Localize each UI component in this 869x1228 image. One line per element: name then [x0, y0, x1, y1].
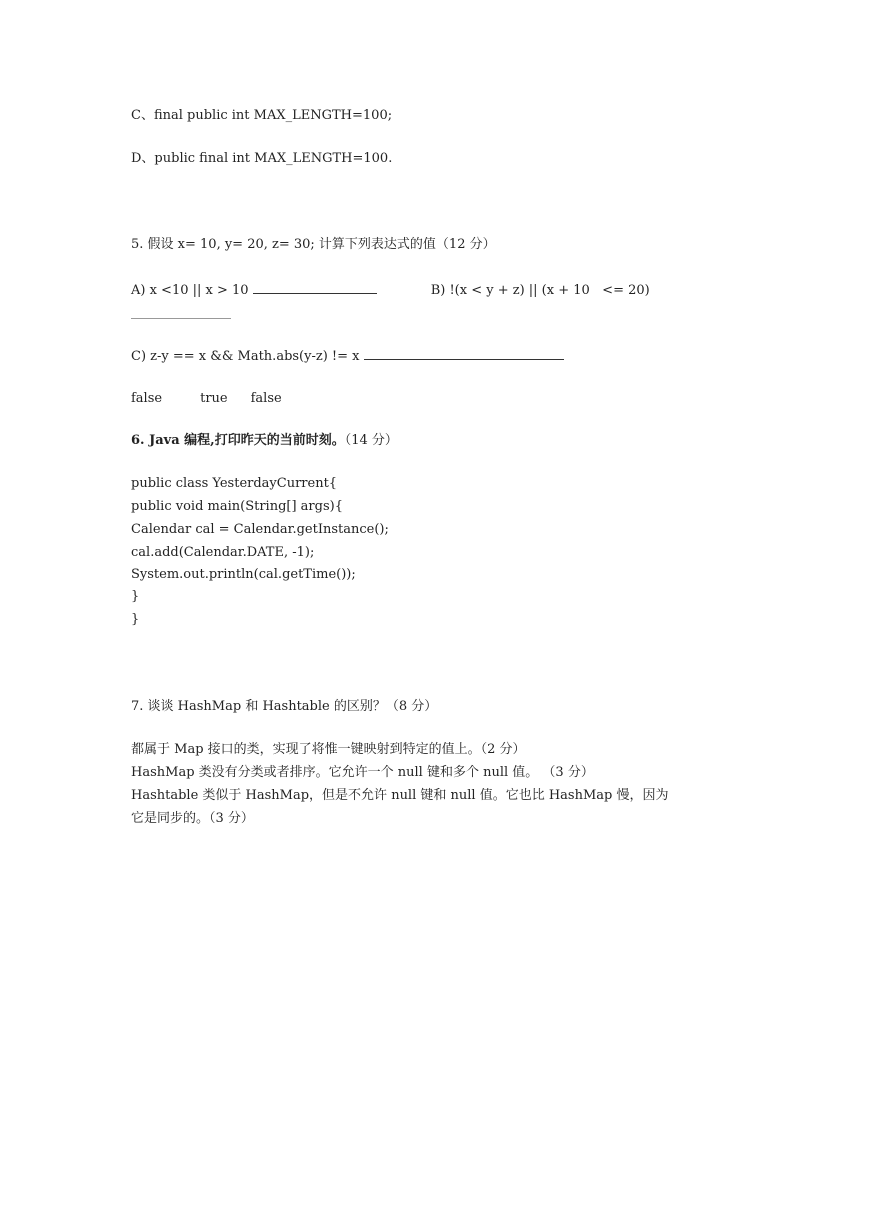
- code-line: System.out.println(cal.getTime());: [131, 567, 356, 582]
- option-c: C、final public int MAX_LENGTH=100;: [131, 108, 393, 123]
- answer-blank-b: [131, 305, 231, 319]
- option-d: D、public final int MAX_LENGTH=100.: [131, 151, 393, 166]
- answer-b: true: [200, 391, 228, 406]
- answer-blank-c: [364, 346, 564, 360]
- question-6-title: [131, 432, 398, 450]
- question-5-ab-row: [131, 280, 650, 300]
- question-5-answers: [131, 390, 282, 408]
- answer-line: 都属于 Map 接口的类，实现了将惟一键映射到特定的值上。（2 分）: [131, 742, 526, 757]
- answer-c: false: [250, 391, 282, 406]
- answer-line: Hashtable 类似于 HashMap，但是不允许 null 键和 null 值。它也比 HashMap 慢，因为: [131, 788, 669, 803]
- expression-b: B) !(x < y + z) || (x + 10 <= 20): [430, 283, 650, 298]
- code-line: }: [131, 589, 140, 604]
- expression-c: C) z-y == x && Math.abs(y-z) != x: [131, 349, 360, 364]
- code-line: public class YesterdayCurrent{: [131, 476, 338, 491]
- question-5-title: 5. 假设 x= 10, y= 20, z= 30; 计算下列表达式的值（12 分）: [131, 237, 496, 252]
- answer-line: HashMap 类没有分类或者排序。它允许一个 null 键和多个 null 值。 （3 分）: [131, 765, 594, 780]
- question-7-title: 7. 谈谈 HashMap 和 Hashtable 的区别？（8 分）: [131, 699, 438, 714]
- question-6-title-text: 6. Java 编程,打印昨天的当前时刻。: [131, 433, 345, 448]
- answer-a: false: [131, 391, 163, 406]
- question-5-c-row: [131, 346, 564, 366]
- code-line: }: [131, 612, 140, 627]
- expression-a: A) x <10 || x > 10: [131, 283, 249, 298]
- answer-blank-a: [253, 280, 377, 294]
- code-line: Calendar cal = Calendar.getInstance();: [131, 522, 389, 537]
- code-line: public void main(String[] args){: [131, 499, 343, 514]
- question-6-score: （14 分）: [344, 433, 398, 448]
- code-line: cal.add(Calendar.DATE, -1);: [131, 545, 315, 560]
- answer-line: 它是同步的。（3 分）: [131, 811, 254, 826]
